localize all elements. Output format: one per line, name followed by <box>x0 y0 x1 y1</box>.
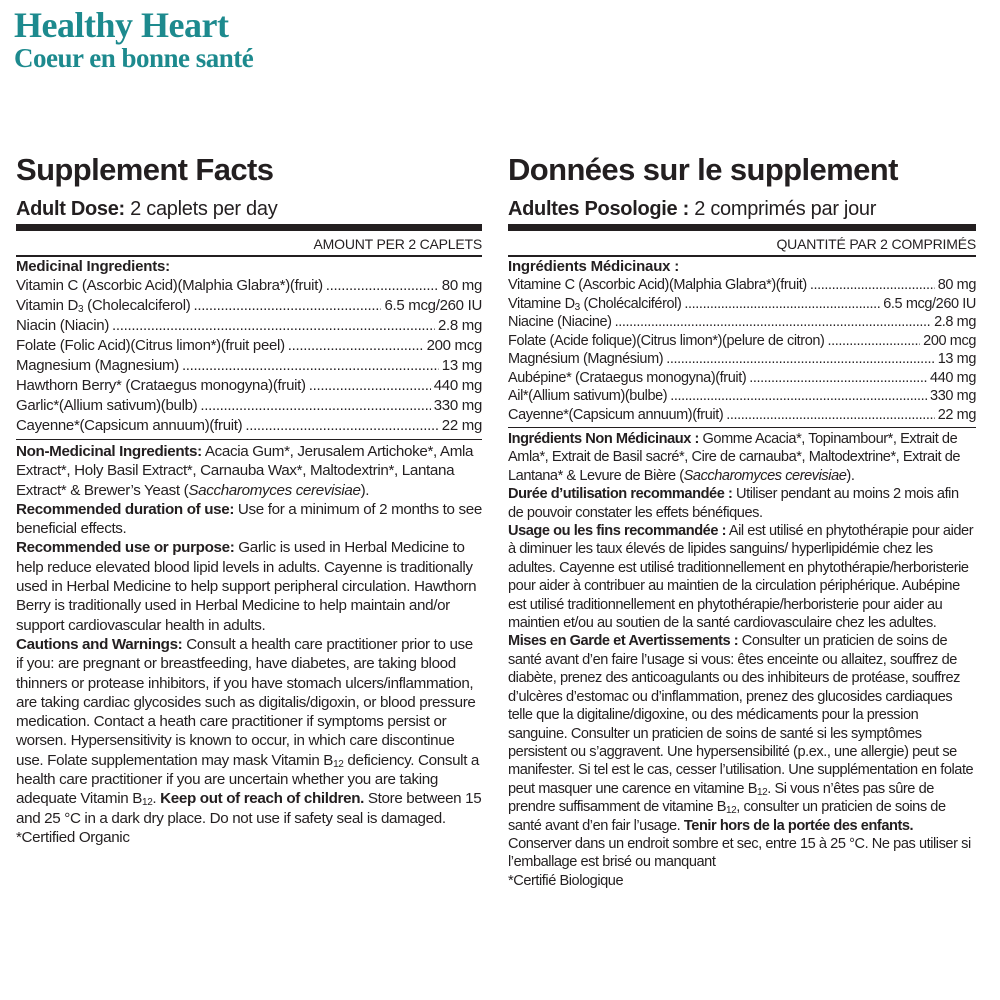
dot-leader <box>827 332 920 351</box>
thick-rule <box>16 224 482 231</box>
certified-note: *Certifié Biologique <box>508 872 624 889</box>
purpose-text: Garlic is used in Herbal Medicine to help reduce elevated blood lipid levels in adults. Cayenne is traditionally used in Herbal Medicine to help support peripheral circulation. Hawthorn Berry is traditionally used in Herbal Medicine to help maintain and/or support cardiovascular health in adults. <box>16 539 477 634</box>
ingredient-list <box>16 276 482 436</box>
ingredient-name: Magnésium (Magnésium) <box>508 351 664 367</box>
duration-paragraph <box>508 485 976 522</box>
storage-text: Store between 15 and 25 °C in a dark dry place. Do not use if safety seal is damaged. <box>16 790 482 827</box>
divider <box>508 427 976 428</box>
ingredient-list <box>508 276 976 424</box>
nonmed-end: ). <box>360 481 370 499</box>
amount-header: QUANTITÉ PAR 2 COMPRIMÉS <box>776 236 976 252</box>
cautions-paragraph <box>16 635 482 828</box>
dot-leader <box>666 350 935 369</box>
ingredient-name: Folate (Acide folique)(Citrus limon*)(pelure de citron) <box>508 332 825 349</box>
supplement-facts-en <box>16 150 482 847</box>
nonmed-label: Non-Medicinal Ingredients: <box>16 443 202 460</box>
ingredient-amount: 13 mg <box>937 351 976 367</box>
dose-line <box>508 196 976 222</box>
ingredient-row <box>508 369 976 388</box>
ingredient-row <box>508 387 976 406</box>
nonmed-text: Gomme Acacia*, Topinambour*, Extrait de Amla*, Extrait de Basil sacré*, Cire de carnauba*, Maltodextrine*, Extrait de Lantana* & Levure de Bière ( <box>508 431 961 484</box>
purpose-label: Recommended use or purpose: <box>16 539 235 557</box>
ingredient-name: Niacine (Niacine) <box>508 314 612 330</box>
ingredient-amount: 2.8 mg <box>934 314 976 330</box>
duration-paragraph <box>16 500 482 539</box>
ingredient-row <box>508 276 976 295</box>
ingredient-name: Cayenne*(Capsicum annuum)(fruit) <box>16 417 243 434</box>
ingredient-row <box>16 316 482 336</box>
purpose-text: Ail est utilisé en phytothérapie pour aider à diminuer les taux élevés de lipides sanguins/ hyperlipidémie chez les adultes. Cayenne est utilisé traditionnellement en phytothérapie/herboristerie pour aider à contribuer au maintien de la circulation périphérique. Aubépine est utilisé traditionnellement en phytothérapie/herboristerie pour aider au maintien et/ou au soutien de la santé cardiovasculaire chez les adultes. <box>508 523 974 632</box>
ingredient-amount: 440 mg <box>930 369 976 386</box>
dot-leader <box>749 369 927 388</box>
dose-line <box>16 196 482 222</box>
medicinal-heading: Medicinal Ingredients: <box>16 258 170 275</box>
subscript: 12 <box>141 797 153 809</box>
brand-header <box>14 6 253 72</box>
ingredient-amount: 200 mcg <box>426 337 482 354</box>
ingredient-name: Ail*(Allium sativum)(bulbe) <box>508 388 668 404</box>
subscript: 12 <box>757 786 768 798</box>
duration-text: Use for a minimum of 2 months to see beneficial effects. <box>16 500 482 538</box>
thick-rule <box>508 224 976 231</box>
duration-label: Recommended duration of use: <box>16 500 235 518</box>
dot-leader <box>288 336 424 356</box>
ingredient-amount: 6.5 mcg/260 IU <box>384 297 482 314</box>
ingredient-row <box>16 336 482 356</box>
ingredient-amount: 22 mg <box>441 417 482 434</box>
ingredient-row <box>508 295 976 314</box>
dot-leader <box>326 276 439 296</box>
dot-leader <box>684 295 880 314</box>
certified-note: *Certified Organic <box>16 828 130 846</box>
ingredient-name: Cayenne*(Capsicum annuum)(fruit) <box>508 406 724 423</box>
purpose-paragraph <box>508 522 976 632</box>
ingredient-row <box>16 356 482 376</box>
duration-text: Utiliser pendant au moins 2 mois afin de pouvoir constater les effets bénéfiques. <box>508 486 959 521</box>
dot-leader <box>726 406 934 425</box>
dot-leader <box>670 387 927 406</box>
product-title-fr: Coeur en bonne santé <box>14 43 254 73</box>
cautions-text-2: . Si vous n’êtes pas sûre de prendre suffisamment de vitamine B <box>508 780 934 816</box>
ingredient-name: Vitamin $D_3$ (Cholecalciferol) <box>16 297 191 315</box>
nonmed-end: ). <box>846 467 855 484</box>
cautions-text: Consult a health care practitioner prior to use if you: are pregnant or breastfeeding, have diabetes, are taking blood thinners or protease inhibitors, if you have stomach ulcers/inflammation, are taking cardiac glycosides such as digitalis/digoxin, or blood pressure medication. Contact a heath care practitioner if symptoms persist or worsen. Hypersensitivity is known to occur, in which care discontinue use. Folate supplementation may mask Vitamin B <box>16 635 476 769</box>
purpose-label: Usage ou les fins recommandée : <box>508 523 727 540</box>
facts-title: Supplement Facts <box>16 152 274 187</box>
ingredient-amount: 2.8 mg <box>437 317 482 334</box>
ingredient-row <box>508 406 976 425</box>
ingredient-row <box>16 396 482 416</box>
nonmed-label: Ingrédients Non Médicinaux : <box>508 431 699 447</box>
ingredient-row <box>508 350 976 369</box>
ingredient-amount: 330 mg <box>433 397 482 414</box>
ingredient-amount: 200 mcg <box>923 332 976 349</box>
divider <box>16 439 482 440</box>
ingredient-name: Garlic*(Allium sativum)(bulb) <box>16 397 198 414</box>
ingredient-name: Magnesium (Magnesium) <box>16 357 179 374</box>
ingredient-amount: 330 mg <box>930 388 976 404</box>
medicinal-heading: Ingrédients Médicinaux : <box>508 258 680 275</box>
ingredient-amount: 22 mg <box>937 406 976 423</box>
ingredient-amount: 440 mg <box>433 377 482 394</box>
facts-title: Données sur le supplement <box>508 152 898 187</box>
ingredient-row <box>508 332 976 351</box>
ingredient-row <box>508 313 976 332</box>
dose-label: Adult Dose: <box>16 198 125 220</box>
ingredient-amount: 13 mg <box>441 357 482 374</box>
keep-out-label: Keep out of reach of children. <box>160 790 365 808</box>
nonmed-italic: Saccharomyces cerevisiae <box>188 481 361 499</box>
ingredient-row <box>16 416 482 436</box>
dose-label: Adultes Posologie : <box>508 198 689 220</box>
dose-value: 2 caplets per day <box>124 198 278 220</box>
ingredient-name: Folate (Folic Acid)(Citrus limon*)(fruit peel) <box>16 337 285 354</box>
supplement-facts-fr <box>508 150 976 890</box>
cautions-text: Consulter un praticien de soins de santé avant d’en faire l’usage si vous: êtes enceinte ou allaitez, souffrez de diabète, prenez des anticoagulants ou des inhibiteurs de protéase, souffrez d’ulcères d’estomac ou d’inflammation, prenez des glucosides cardiaques telle que la digitaline/digoxine, ou des médicaments pour la pression sanguine. Consulter un praticien de soins de santé si les symptômes persistent ou s’aggravent. Une hypersensibilité (p.ex., une allergie) peut se manifester. Si tel est le cas, cesser l’utilisation. Une supplémentation en folate peut masquer une carence en vitamine B <box>508 633 974 797</box>
ingredient-row <box>16 376 482 396</box>
ingredient-row <box>16 296 482 316</box>
amount-header: AMOUNT PER 2 CAPLETS <box>313 236 482 252</box>
duration-label: Durée d’utilisation recommandée : <box>508 486 733 503</box>
storage-text: Conserver dans un endroit sombre et sec, entre 15 à 25 °C. Ne pas utiliser si l’emballage est brisé ou manquant <box>508 835 971 871</box>
cautions-label: Mises en Garde et Avertissements : <box>508 633 739 650</box>
keep-out-label: Tenir hors de la portée des enfants. <box>683 817 914 834</box>
dot-leader <box>193 296 381 316</box>
subscript: 12 <box>333 758 344 770</box>
nonmed-text: Acacia Gum*, Jerusalem Artichoke*, Amla Extract*, Holy Basil Extract*, Carnauba Wax*, Maltodextrin*, Lantana Extract* & Brewer’s Yeast ( <box>16 443 474 499</box>
ingredient-amount: 80 mg <box>937 277 976 293</box>
cautions-paragraph <box>508 632 976 871</box>
dot-leader <box>810 276 935 295</box>
dot-leader <box>309 376 431 396</box>
non-medicinal-paragraph <box>16 442 482 500</box>
ingredient-name: Vitamin C (Ascorbic Acid)(Malphia Glabra*)(fruit) <box>16 277 323 294</box>
cautions-text-3: . <box>152 790 161 808</box>
dot-leader <box>112 316 435 336</box>
purpose-paragraph <box>16 538 482 634</box>
non-medicinal-paragraph <box>508 430 976 485</box>
ingredient-row <box>16 276 482 296</box>
nonmed-italic: Saccharomyces cerevisiae <box>683 467 847 484</box>
subscript: 12 <box>726 805 737 817</box>
ingredient-name: Aubépine* (Crataegus monogyna)(fruit) <box>508 369 747 386</box>
ingredient-amount: 6.5 mcg/260 IU <box>883 295 976 312</box>
product-title-en: Healthy Heart <box>14 5 229 45</box>
ingredient-name: Niacin (Niacin) <box>16 317 110 334</box>
ingredient-name: Vitamine $D_3$ (Cholécalciférol) <box>508 295 682 313</box>
dot-leader <box>245 416 438 436</box>
dot-leader <box>200 396 430 416</box>
ingredient-name: Vitamine C (Ascorbic Acid)(Malphia Glabra*)(fruit) <box>508 277 807 293</box>
cautions-label: Cautions and Warnings: <box>16 635 183 653</box>
ingredient-amount: 80 mg <box>441 277 482 294</box>
cautions-text-3: , consulter un praticien de soins de santé avant d’en fair l’usage. <box>508 799 946 834</box>
dose-value: 2 comprimés par jour <box>688 198 877 220</box>
ingredient-name: Hawthorn Berry* (Crataegus monogyna)(fruit) <box>16 377 306 394</box>
cautions-text-2: deficiency. Consult a health care practitioner if you are uncertain whether you are taking adequate Vitamin B <box>16 751 480 808</box>
dot-leader <box>615 313 931 332</box>
dot-leader <box>182 356 439 376</box>
